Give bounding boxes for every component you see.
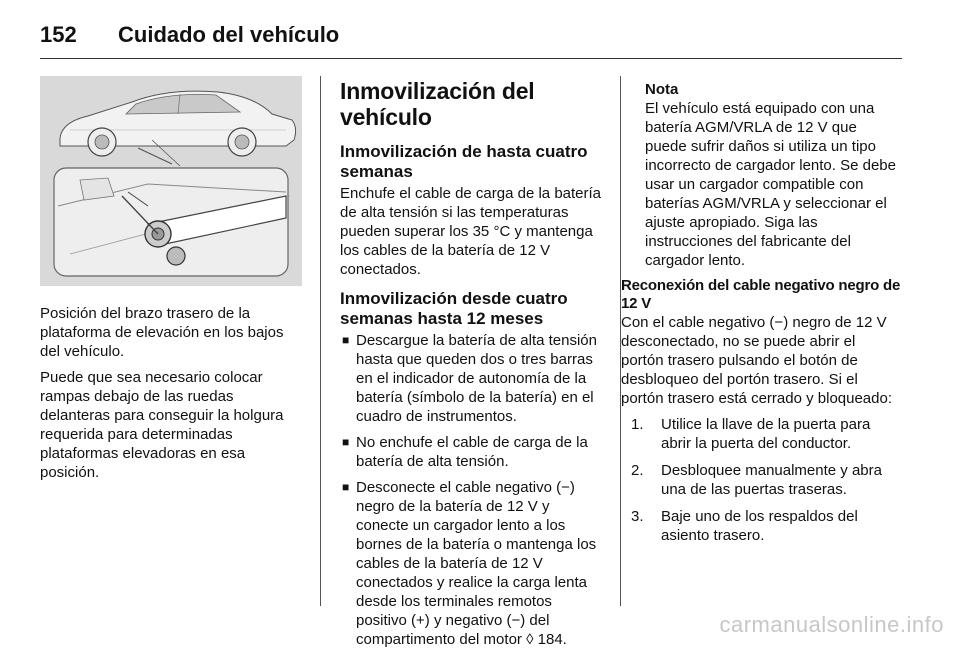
list-item: 3. Baje uno de los respaldos del asiento trasero. [631,508,858,544]
paragraph-ramps: Puede que sea necesario colocar rampas debajo de las ruedas delanteras para conseguir la holgura requerida para determinadas plataformas elevadoras en esa posición. [40,369,284,481]
storage-steps-list [340,331,602,649]
column-right [621,80,901,553]
car-underbody-illustration-svg [40,76,302,286]
heading-four-weeks: Inmovilización de hasta cuatro semanas [340,142,588,181]
column-middle [340,78,602,656]
note-title: Nota [645,81,679,98]
note-text: El vehículo está equipado con una batería AGM/VRLA de 12 V que puede sufrir daños si utiliza un tipo incorrecto de cargador lento. Se debe usar un cargador compatible con baterías AGM/VRLA y seleccionar el ajuste apropiado. Siga las instrucciones del fabricante del cargador lento. [645,100,896,269]
heading-reconnect: Reconexión del cable negativo negro de 12 V [621,277,901,312]
paragraph-reconnect: Con el cable negativo (−) negro de 12 V desconectado, no se puede abrir el portón trasero pulsando el botón de desbloqueo del portón trasero. Si el portón trasero está cerrado y bloqueado: [621,314,893,407]
chapter-title: Cuidado del vehículo [118,22,340,47]
note-box [645,80,901,270]
bullet-square-icon: ■ [342,435,350,449]
list-item: ■ Descargue la batería de alta tensión hasta que queden dos o tres barras en el indicador de autonomía de la batería (símbolo de la batería) en el cuadro de instrumentos. [342,332,597,425]
lift-arm-illustration [40,76,302,286]
list-item: 1. Utilice la llave de la puerta para abrir la puerta del conductor. [631,416,871,452]
page-header [40,18,902,59]
heading-twelve-months: Inmovilización desde cuatro semanas hasta 12 meses [340,289,568,328]
list-item: ■ Desconecte el cable negativo (−) negro de la batería de 12 V y conecte un cargador lento a los bornes de la batería o mantenga los cables de la batería de 12 V conectados y realice la carga lenta desde los terminales remotos positivo (+) y negativo (−) del compartimento del motor ◊ 184. [342,479,597,648]
paragraph-four-weeks: Enchufe el cable de carga de la batería de alta tensión si las temperaturas pueden superar los 35 °C y mantenga los cables de la batería de 12 V conectados. [340,185,602,278]
column-divider [320,76,321,606]
list-item: ■ No enchufe el cable de carga de la batería de alta tensión. [342,434,588,470]
bullet-square-icon: ■ [342,480,350,494]
watermark: carmanualsonline.info [719,612,944,637]
figure-caption: Posición del brazo trasero de la plataforma de elevación en los bajos del vehículo. [40,305,284,360]
tailgate-steps-list [621,415,901,545]
page-number: 152 [40,22,77,47]
bullet-square-icon: ■ [342,333,350,347]
column-left [40,76,302,489]
section-title: Inmovilización del vehículo [340,78,535,130]
list-item: 2. Desbloquee manualmente y abra una de las puertas traseras. [631,462,882,498]
